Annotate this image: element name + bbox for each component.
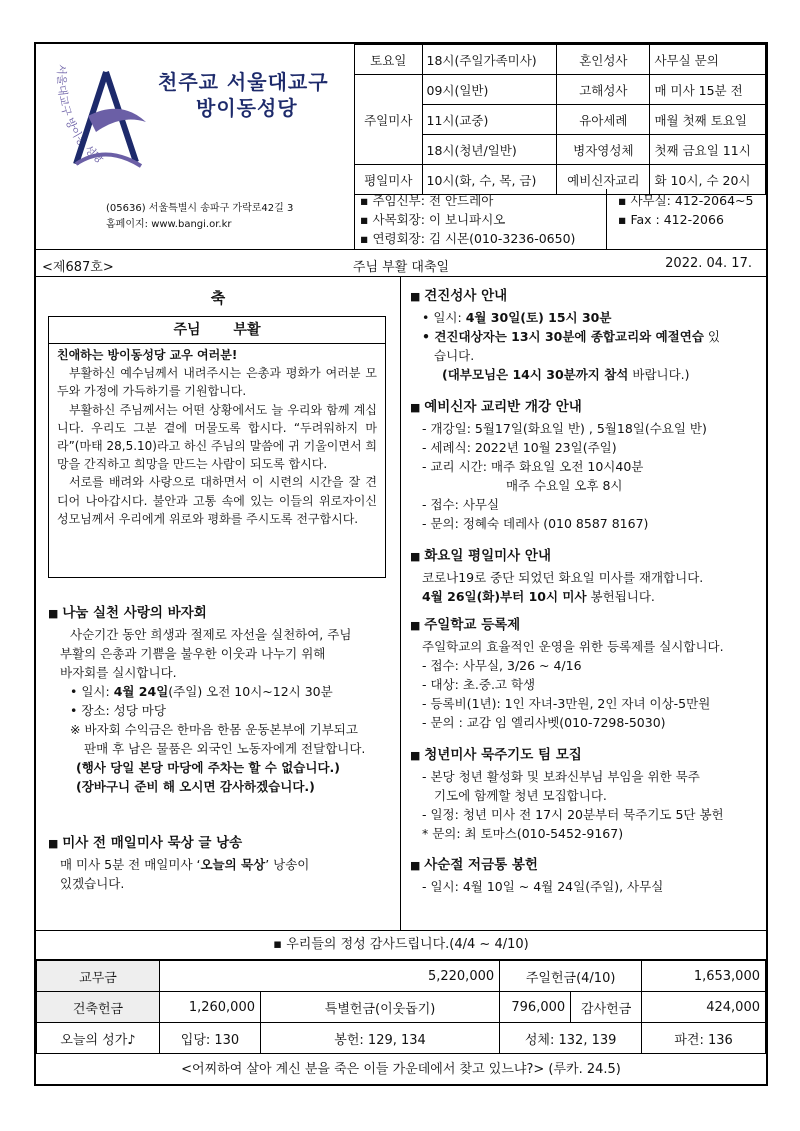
hymn-label: 오늘의 성가♪: [37, 1023, 160, 1054]
confirmation-target: 습니다.: [434, 348, 475, 363]
bazaar-place: • 장소: 성당 마당: [70, 703, 166, 718]
greeting-salutation: 친애하는 방이동성당 교우 여러분!: [57, 348, 238, 362]
hymn-communion: 성체: 132, 139: [500, 1023, 642, 1054]
finance-value: 1,653,000: [642, 961, 766, 992]
issue-band: [36, 249, 766, 277]
sunday-school-section: [410, 616, 762, 732]
catechumen-item: - 개강일: 5월17일(화요일 반) , 5월18일(수요일 반): [422, 421, 707, 436]
meditation-title: ■ 미사 전 매일미사 묵상 글 낭송: [48, 834, 393, 853]
bazaar-section: [48, 604, 393, 796]
bazaar-intro: 사순기간 동안 희생과 절제로 자선을 실천하여, 주님: [70, 627, 352, 642]
weekday-time: 10시(화, 수, 목, 금): [422, 165, 557, 195]
greeting-paragraph: 서로를 배려와 사랑으로 대하면서 이 시련의 시간을 잘 견디어 나아갑시다. 불안과 고통 속에 있는 이들의 위로자이신 성모님께서 우리에게 위로와 평화를 주시도록 전구합시다.: [57, 475, 377, 526]
finance-value: 424,000: [642, 992, 766, 1023]
confirmation-section: [410, 287, 762, 384]
finance-label: 특별헌금(이웃돕기): [261, 992, 500, 1023]
service-label: 유아세례: [557, 105, 650, 135]
confirmation-godparent: (대부모님은 14시 30분까지 참석 바랍니다.): [442, 367, 690, 382]
lent-box-section: [410, 856, 762, 896]
church-address: (05636) 서울특별시 송파구 가락로42길 3: [106, 203, 294, 214]
church-logo-icon: [36, 44, 166, 194]
bazaar-warning: (행사 당일 본당 마당에 주차는 할 수 없습니다.): [76, 760, 340, 775]
finance-label: 주일헌금(4/10): [500, 961, 642, 992]
pastor: ▪ 주임신부: 전 안드레아: [360, 191, 575, 210]
catechumen-item: - 접수: 사무실: [422, 497, 500, 512]
tuesday-mass-section: [410, 547, 762, 606]
rosary-title: ■ 청년미사 묵주기도 팀 모집: [410, 746, 762, 765]
meditation-text: 매 미사 5분 전 매일미사 ‘오늘의 묵상’ 낭송이: [60, 857, 310, 872]
catechumen-item: - 문의: 정혜숙 데레사 (010 8587 8167): [422, 516, 649, 531]
service-value: 매 미사 15분 전: [650, 75, 766, 105]
service-label: 병자영성체: [557, 135, 650, 165]
service-value: 매월 첫째 토요일: [650, 105, 766, 135]
bazaar-note: ※ 바자회 수익금은 한마음 한몸 운동본부에 기부되고: [70, 722, 358, 737]
church-name-line1: 천주교 서울대교구: [158, 70, 329, 94]
rosary-item: 기도에 함께할 청년 모집합니다.: [434, 788, 607, 803]
finance-value: 5,220,000: [160, 961, 500, 992]
bazaar-note: 판매 후 남은 물품은 외국인 노동자에게 전달합니다.: [84, 741, 366, 756]
bazaar-warning: (장바구니 준비 해 오시면 감사하겠습니다.): [76, 779, 315, 794]
rosary-section: [410, 746, 762, 843]
celebration-mark: 축: [210, 289, 226, 307]
bazaar-intro: 부활의 은총과 기쁨을 불우한 이웃과 나누기 위해: [60, 646, 326, 661]
sunday-school-item: - 대상: 초.중.고 학생: [422, 677, 536, 692]
bazaar-title: ■ 나눔 실천 사랑의 바자회: [48, 604, 393, 623]
church-name-line2: 방이동성당: [196, 96, 298, 120]
lent-box-title: ■ 사순절 저금통 봉헌: [410, 856, 762, 875]
catechumen-item: - 교리 시간: 매주 화요일 오전 10시40분: [422, 459, 644, 474]
service-value: 사무실 문의: [650, 45, 766, 75]
tuesday-mass-text: 4월 26일(화)부터 10시 미사 봉헌됩니다.: [422, 589, 655, 604]
sunday-school-title: ■ 주일학교 등록제: [410, 616, 762, 635]
sunday-time: 11시(교중): [422, 105, 557, 135]
saturday-label: 토요일: [355, 45, 423, 75]
finance-value: 796,000: [500, 992, 571, 1023]
greeting-heading: 주님 부활: [49, 317, 385, 344]
meditation-text: 있겠습니다.: [60, 876, 125, 891]
catechumen-item: - 세례식: 2022년 10월 23일(주일): [422, 440, 617, 455]
bazaar-intro: 바자회를 실시합니다.: [60, 665, 177, 680]
council-head: ▪ 사목회장: 이 보니파시오: [360, 210, 575, 229]
rosary-item: - 일정: 청년 미사 전 17시 20분부터 묵주기도 5단 봉헌: [422, 807, 724, 822]
rosary-item: * 문의: 최 토마스(010-5452-9167): [422, 826, 624, 841]
sunday-school-item: - 접수: 사무실, 3/26 ~ 4/16: [422, 658, 582, 673]
confirmation-date: • 일시: 4월 30일(토) 15시 30분: [422, 310, 612, 325]
tuesday-mass-title: ■ 화요일 평일미사 안내: [410, 547, 762, 566]
logo-area: [36, 44, 355, 249]
sunday-time: 09시(일반): [422, 75, 557, 105]
hymn-dismissal: 파견: 136: [642, 1023, 766, 1054]
greeting-paragraph: 부활하신 주님께서는 어떤 상황에서도 늘 우리와 함께 계십니다. 우리도 그분 곁에 머물도록 합시다. “두려워하지 마라”(마태 28,5.10)라고 하신 주님의 말씀에 귀 기울이면서 희망을 간직하고 희망을 만드는 사람이 되도록 합시다.: [57, 402, 377, 472]
staff-contacts: [354, 189, 766, 249]
finance-value: 1,260,000: [160, 992, 261, 1023]
finance-label: 감사헌금: [571, 992, 642, 1023]
finance-label: 건축헌금: [37, 992, 160, 1023]
saturday-time: 18시(주일가족미사): [422, 45, 557, 75]
service-value: 화 10시, 수 20시: [650, 165, 766, 195]
thanks-heading: ▪ 우리들의 정성 감사드립니다.(4/4 ~ 4/10): [36, 930, 766, 960]
catechumen-title: ■ 예비신자 교리반 개강 안내: [410, 398, 762, 417]
sunday-mass-label: 주일미사: [355, 75, 423, 165]
greeting-paragraph: 부활하신 예수님께서 내려주시는 은총과 평화가 여러분 모두와 가정에 가득하기를 기원합니다.: [57, 366, 377, 399]
office-phone: ▪ 사무실: 412-2064~5: [618, 191, 753, 210]
issue-date: 2022. 04. 17.: [665, 256, 752, 271]
service-value: 첫째 금요일 11시: [650, 135, 766, 165]
tuesday-mass-text: 코로나19로 중단 되었던 화요일 미사를 재개합니다.: [422, 570, 704, 585]
weekday-mass-label: 평일미사: [355, 165, 423, 195]
lent-box-item: - 일시: 4월 10일 ~ 4월 24일(주일), 사무실: [422, 879, 664, 894]
hymn-offertory: 봉헌: 129, 134: [261, 1023, 500, 1054]
logo-arc-text: 서울대교구 방이동 성당: [54, 64, 107, 167]
bulletin-frame: [34, 42, 768, 1086]
mass-schedule-table: [354, 44, 766, 195]
service-label: 고해성사: [557, 75, 650, 105]
association-head: ▪ 연령회장: 김 시몬(010-3236-0650): [360, 229, 575, 248]
sunday-time: 18시(청년/일반): [422, 135, 557, 165]
finance-label: 교무금: [37, 961, 160, 992]
issue-title: 주님 부활 대축일: [352, 260, 450, 275]
service-label: 혼인성사: [557, 45, 650, 75]
meditation-section: [48, 834, 393, 893]
confirmation-target: • 견진대상자는 13시 30분에 종합교리와 예절연습 있: [422, 329, 720, 344]
rosary-item: - 본당 청년 활성화 및 보좌신부님 부임을 위한 묵주: [422, 769, 700, 784]
hymn-entrance: 입당: 130: [160, 1023, 261, 1054]
catechumen-item: 매주 수요일 오후 8시: [506, 478, 623, 493]
scripture-verse: <어찌하여 살아 계신 분을 죽은 이들 가운데에서 찾고 있느냐?> (루카. 24.5): [181, 1062, 621, 1077]
confirmation-title: ■ 견진성사 안내: [410, 287, 762, 306]
fax-number: ▪ Fax : 412-2066: [618, 210, 753, 229]
sunday-school-text: 주일학교의 효율적인 운영을 위한 등록제를 실시합니다.: [422, 639, 724, 654]
catechumen-section: [410, 398, 762, 533]
finance-table: [36, 960, 766, 1054]
church-address-block: [106, 201, 293, 233]
sunday-school-item: - 문의 : 교감 임 엘리사벳(010-7298-5030): [422, 715, 666, 730]
sunday-school-item: - 등록비(1년): 1인 자녀-3만원, 2인 자녀 이상-5만원: [422, 696, 711, 711]
church-homepage[interactable]: 홈페이지: www.bangi.or.kr: [106, 219, 232, 230]
easter-greeting-box: [48, 316, 386, 578]
issue-number: <제687호>: [42, 260, 114, 275]
service-label: 예비신자교리: [557, 165, 650, 195]
bazaar-date: • 일시: 4월 24일(주일) 오전 10시~12시 30분: [70, 684, 333, 699]
